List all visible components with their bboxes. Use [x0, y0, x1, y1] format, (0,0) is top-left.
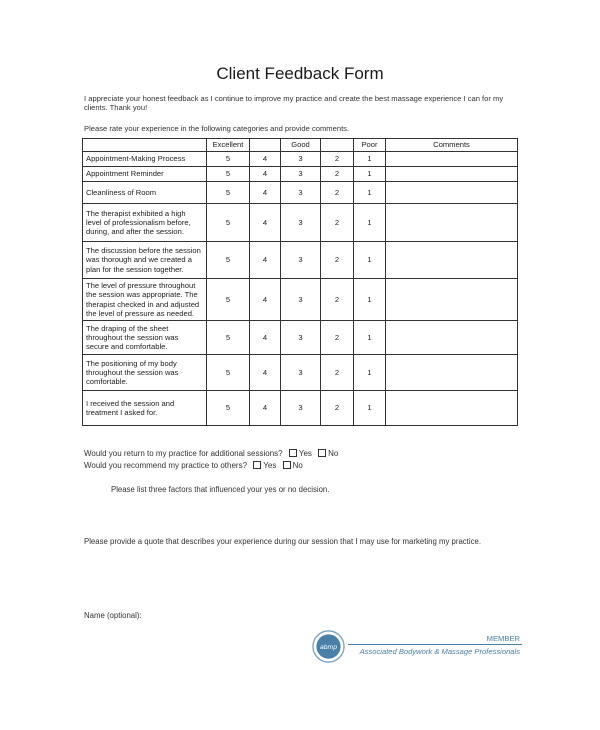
abmp-logo-icon: [312, 630, 345, 663]
score-1[interactable]: 1: [354, 242, 386, 279]
yes-no-questions: [84, 448, 338, 471]
score-4[interactable]: 4: [250, 182, 281, 204]
table-row: [83, 167, 518, 182]
header-blank-2: [321, 139, 354, 152]
comment-cell[interactable]: [386, 167, 518, 182]
return-question-text: Would you return to my practice for additional sessions?: [84, 449, 283, 458]
header-question: [83, 139, 207, 152]
return-no-option[interactable]: No: [318, 449, 338, 458]
comment-cell[interactable]: [386, 279, 518, 321]
table-row: [83, 321, 518, 355]
member-label: MEMBER: [486, 634, 520, 643]
score-5[interactable]: 5: [207, 167, 250, 182]
score-4[interactable]: 4: [250, 391, 281, 426]
ratings-table: [82, 138, 518, 426]
comment-cell[interactable]: [386, 321, 518, 355]
score-2[interactable]: 2: [321, 204, 354, 242]
comment-cell[interactable]: [386, 152, 518, 167]
checkbox-icon[interactable]: [289, 449, 297, 457]
row-question: Appointment Reminder: [83, 167, 207, 182]
table-row: [83, 355, 518, 391]
checkbox-icon[interactable]: [253, 461, 261, 469]
score-5[interactable]: 5: [207, 182, 250, 204]
logo-text: abmp: [320, 643, 337, 651]
header-excellent: Excellent: [207, 139, 250, 152]
score-2[interactable]: 2: [321, 279, 354, 321]
checkbox-icon[interactable]: [318, 449, 326, 457]
table-row: [83, 279, 518, 321]
comment-cell[interactable]: [386, 391, 518, 426]
table-row: [83, 391, 518, 426]
header-poor: Poor: [354, 139, 386, 152]
table-row: [83, 182, 518, 204]
score-1[interactable]: 1: [354, 391, 386, 426]
score-1[interactable]: 1: [354, 355, 386, 391]
page-title: Client Feedback Form: [216, 64, 384, 83]
score-5[interactable]: 5: [207, 204, 250, 242]
score-2[interactable]: 2: [321, 242, 354, 279]
table-row: [83, 152, 518, 167]
row-question: I received the session and treatment I asked for.: [83, 391, 207, 426]
score-4[interactable]: 4: [250, 242, 281, 279]
score-3[interactable]: 3: [281, 321, 321, 355]
org-name: Associated Bodywork & Massage Professionals: [359, 647, 520, 656]
score-2[interactable]: 2: [321, 182, 354, 204]
name-label: Name (optional):: [84, 611, 142, 620]
score-2[interactable]: 2: [321, 321, 354, 355]
table-row: [83, 242, 518, 279]
row-question: The level of pressure throughout the session was appropriate. The therapist checked in and adjusted the level of pressure as needed.: [83, 279, 207, 321]
score-2[interactable]: 2: [321, 391, 354, 426]
score-5[interactable]: 5: [207, 355, 250, 391]
header-comments: Comments: [386, 139, 518, 152]
score-1[interactable]: 1: [354, 152, 386, 167]
score-1[interactable]: 1: [354, 279, 386, 321]
rate-instruction: Please rate your experience in the following categories and provide comments.: [84, 124, 350, 133]
score-1[interactable]: 1: [354, 182, 386, 204]
score-1[interactable]: 1: [354, 204, 386, 242]
badge-divider: [348, 644, 522, 645]
recommend-yes-option[interactable]: Yes: [253, 461, 276, 470]
factors-prompt: Please list three factors that influenced your yes or no decision.: [111, 485, 330, 494]
score-5[interactable]: 5: [207, 152, 250, 167]
score-3[interactable]: 3: [281, 391, 321, 426]
score-2[interactable]: 2: [321, 167, 354, 182]
score-5[interactable]: 5: [207, 242, 250, 279]
table-header-row: [83, 139, 518, 152]
score-2[interactable]: 2: [321, 355, 354, 391]
comment-cell[interactable]: [386, 242, 518, 279]
recommend-question-text: Would you recommend my practice to others?: [84, 460, 248, 470]
score-4[interactable]: 4: [250, 321, 281, 355]
score-4[interactable]: 4: [250, 167, 281, 182]
score-5[interactable]: 5: [207, 321, 250, 355]
header-good: Good: [281, 139, 321, 152]
quote-prompt: Please provide a quote that describes your experience during our session that I may use for marketing my practice.: [84, 537, 481, 546]
intro-text: I appreciate your honest feedback as I continue to improve my practice and create the best massage experience I can for my clients. Thank you!: [84, 94, 504, 113]
score-5[interactable]: 5: [207, 391, 250, 426]
row-question: The therapist exhibited a high level of professionalism before, during, and after the session.: [83, 204, 207, 242]
row-question: The discussion before the session was thorough and we created a plan for the session together.: [83, 242, 207, 279]
row-question: The positioning of my body throughout the session was comfortable.: [83, 355, 207, 391]
comment-cell[interactable]: [386, 355, 518, 391]
score-3[interactable]: 3: [281, 279, 321, 321]
score-4[interactable]: 4: [250, 152, 281, 167]
row-question: Cleanliness of Room: [83, 182, 207, 204]
row-question: Appointment-Making Process: [83, 152, 207, 167]
checkbox-icon[interactable]: [283, 461, 291, 469]
score-3[interactable]: 3: [281, 242, 321, 279]
recommend-no-option[interactable]: No: [283, 461, 303, 470]
recommend-question: [84, 460, 338, 472]
score-3[interactable]: 3: [281, 355, 321, 391]
score-2[interactable]: 2: [321, 152, 354, 167]
score-4[interactable]: 4: [250, 279, 281, 321]
score-3[interactable]: 3: [281, 204, 321, 242]
comment-cell[interactable]: [386, 182, 518, 204]
score-5[interactable]: 5: [207, 279, 250, 321]
score-1[interactable]: 1: [354, 321, 386, 355]
score-4[interactable]: 4: [250, 355, 281, 391]
comment-cell[interactable]: [386, 204, 518, 242]
score-4[interactable]: 4: [250, 204, 281, 242]
header-blank-1: [250, 139, 281, 152]
score-3[interactable]: 3: [281, 167, 321, 182]
abmp-member-badge: [312, 630, 524, 666]
return-yes-option[interactable]: Yes: [289, 449, 312, 458]
score-3[interactable]: 3: [281, 182, 321, 204]
return-question: [84, 448, 338, 460]
score-3[interactable]: 3: [281, 152, 321, 167]
row-question: The draping of the sheet throughout the session was secure and comfortable.: [83, 321, 207, 355]
table-row: [83, 204, 518, 242]
score-1[interactable]: 1: [354, 167, 386, 182]
